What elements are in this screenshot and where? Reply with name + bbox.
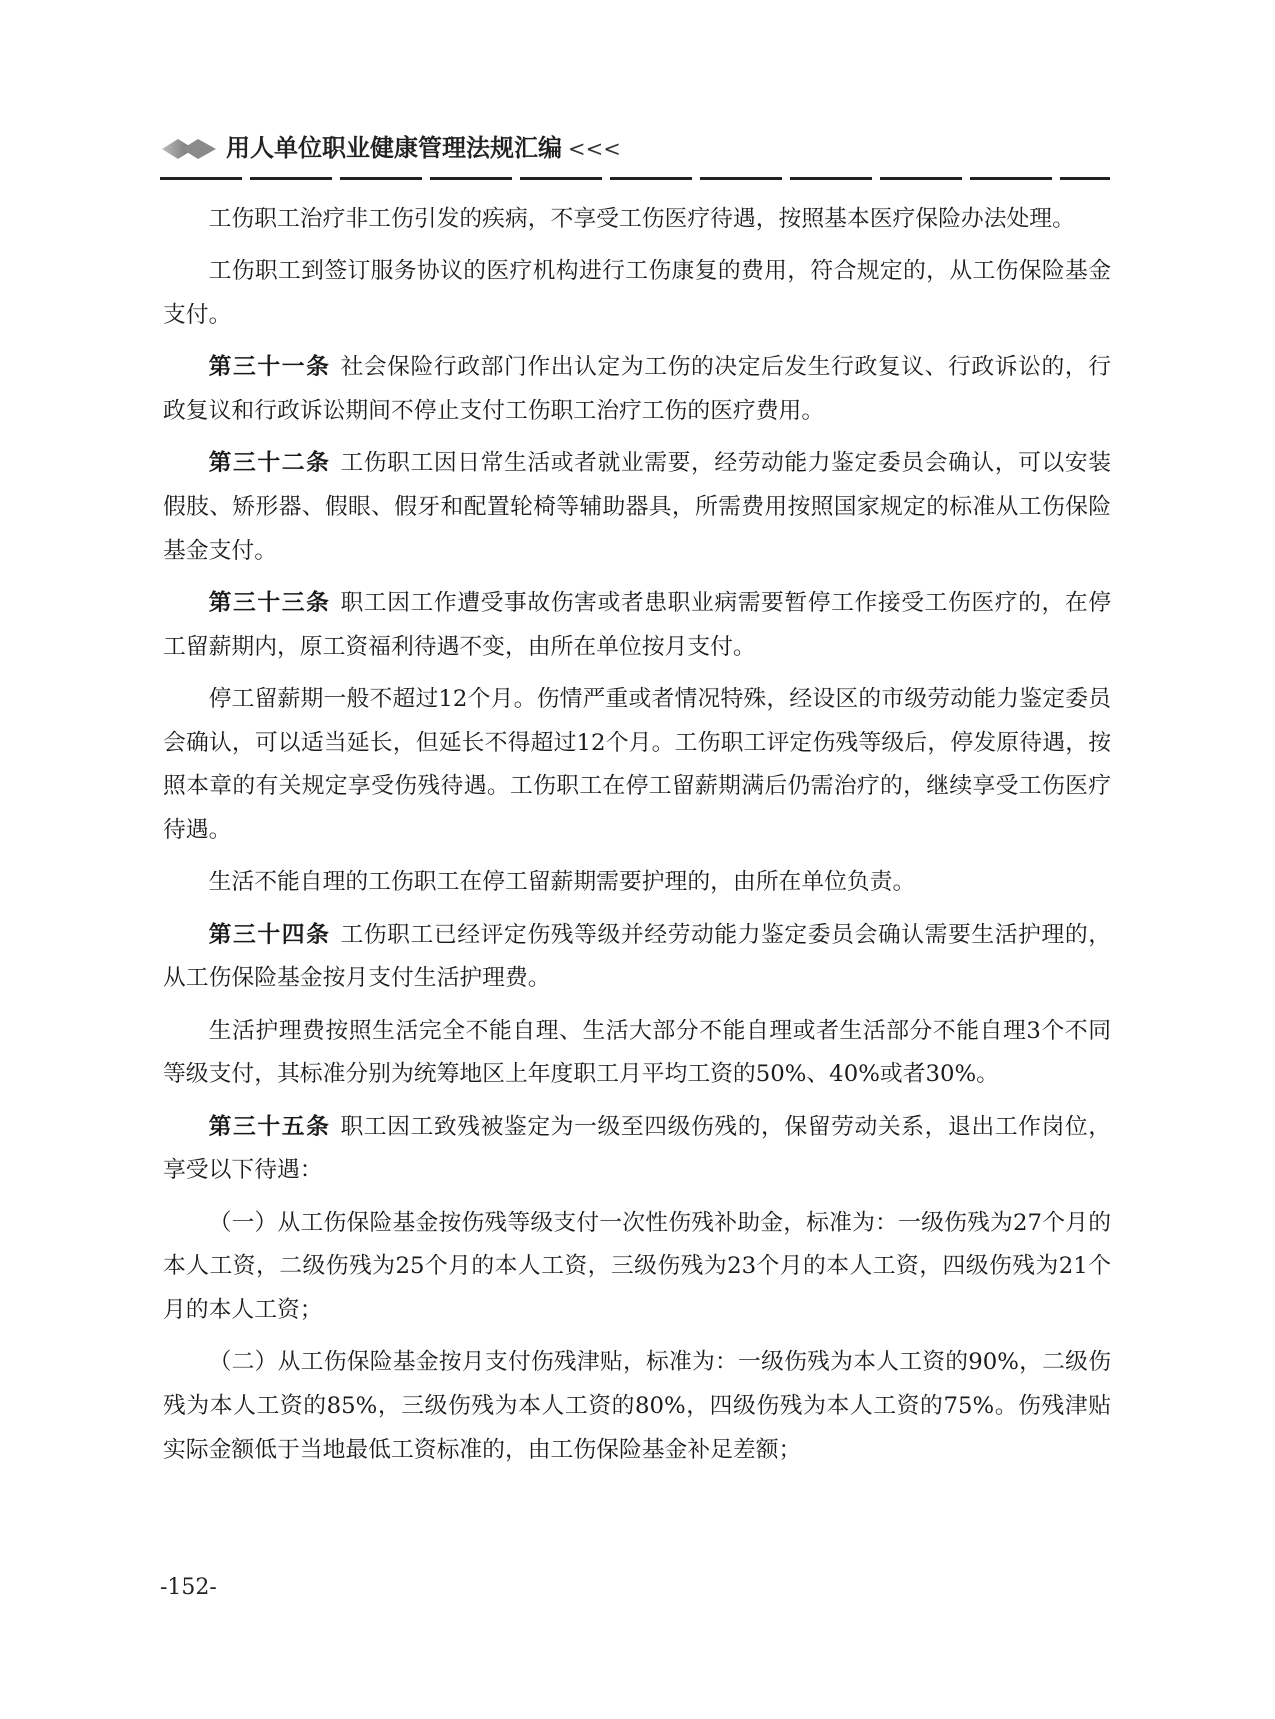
article-number: 第三十四条 [208, 921, 331, 948]
paragraph [163, 861, 1111, 905]
paragraph [163, 442, 1111, 573]
article-number: 第三十二条 [208, 450, 331, 477]
article-number: 第三十一条 [208, 354, 331, 381]
paragraph [163, 678, 1111, 853]
paragraph [163, 250, 1111, 337]
header-rule [160, 177, 1110, 180]
paragraph-text: 工伤职工因日常生活或者就业需要，经劳动能力鉴定委员会确认，可以安装假肢、矫形器、假眼、假牙和配置轮椅等辅助器具，所需费用按照国家规定的标准从工伤保险基金支付。 [163, 450, 1112, 564]
paragraph [163, 1106, 1111, 1193]
paragraph-text: 工伤职工治疗非工伤引发的疾病，不享受工伤医疗待遇，按照基本医疗保险办法处理。 [208, 206, 1075, 232]
article-number: 第三十五条 [208, 1113, 331, 1140]
article-number: 第三十三条 [208, 590, 331, 616]
paragraph-text: 停工留薪期一般不超过12个月。伤情严重或者情况特殊，经设区的市级劳动能力鉴定委员会确认，可以适当延长，但延长不得超过12个月。工伤职工评定伤残等级后，停发原待遇，按照本章的有关规定享受伤残待遇。工伤职工在停工留薪期满后仍需治疗的，继续享受工伤医疗待遇。 [163, 686, 1111, 844]
header-chevrons: <<< [568, 137, 621, 161]
paragraph [163, 582, 1111, 669]
paragraph-text: 生活护理费按照生活完全不能自理、生活大部分不能自理或者生活部分不能自理3个不同等级支付，其标准分别为统筹地区上年度职工月平均工资的50%、40%或者30%。 [163, 1017, 1111, 1088]
paragraph-text: （二）从工伤保险基金按月支付伤残津贴，标准为：一级伤残为本人工资的90%，二级伤残为本人工资的85%，三级伤残为本人工资的80%，四级伤残为本人工资的75%。伤残津贴实际金额低于当地最低工资标准的，由工伤保险基金补足差额； [163, 1349, 1111, 1463]
paragraph-text: 工伤职工到签订服务协议的医疗机构进行工伤康复的费用，符合规定的，从工伤保险基金支付。 [163, 258, 1111, 328]
running-header [160, 130, 1110, 170]
paragraph [163, 1202, 1111, 1333]
page-number: -152- [160, 1575, 217, 1600]
paragraph-text: （一）从工伤保险基金按伤残等级支付一次性伤残补助金，标准为：一级伤残为27个月的本人工资，二级伤残为25个月的本人工资，三级伤残为23个月的本人工资，四级伤残为21个月的本人工资； [163, 1209, 1111, 1324]
paragraph [163, 1010, 1111, 1097]
double-arrow-icon [160, 136, 218, 162]
header-title [226, 130, 621, 167]
paragraph-text: 社会保险行政部门作出认定为工伤的决定后发生行政复议、行政诉讼的，行政复议和行政诉讼期间不停止支付工伤职工治疗工伤的医疗费用。 [163, 354, 1112, 424]
paragraph [163, 914, 1111, 1001]
paragraph [163, 198, 1111, 242]
body-text [163, 198, 1111, 1481]
paragraph-text: 职工因工作遭受事故伤害或者患职业病需要暂停工作接受工伤医疗的，在停工留薪期内，原工资福利待遇不变，由所在单位按月支付。 [163, 590, 1112, 660]
paragraph-text: 生活不能自理的工伤职工在停工留薪期需要护理的，由所在单位负责。 [208, 869, 916, 896]
paragraph [163, 346, 1111, 433]
paragraph [163, 1341, 1111, 1472]
paragraph-text: 职工因工致残被鉴定为一级至四级伤残的，保留劳动关系，退出工作岗位，享受以下待遇： [163, 1113, 1112, 1184]
header-title-text: 用人单位职业健康管理法规汇编 [226, 133, 562, 162]
paragraph-text: 工伤职工已经评定伤残等级并经劳动能力鉴定委员会确认需要生活护理的，从工伤保险基金按月支付生活护理费。 [163, 921, 1112, 992]
